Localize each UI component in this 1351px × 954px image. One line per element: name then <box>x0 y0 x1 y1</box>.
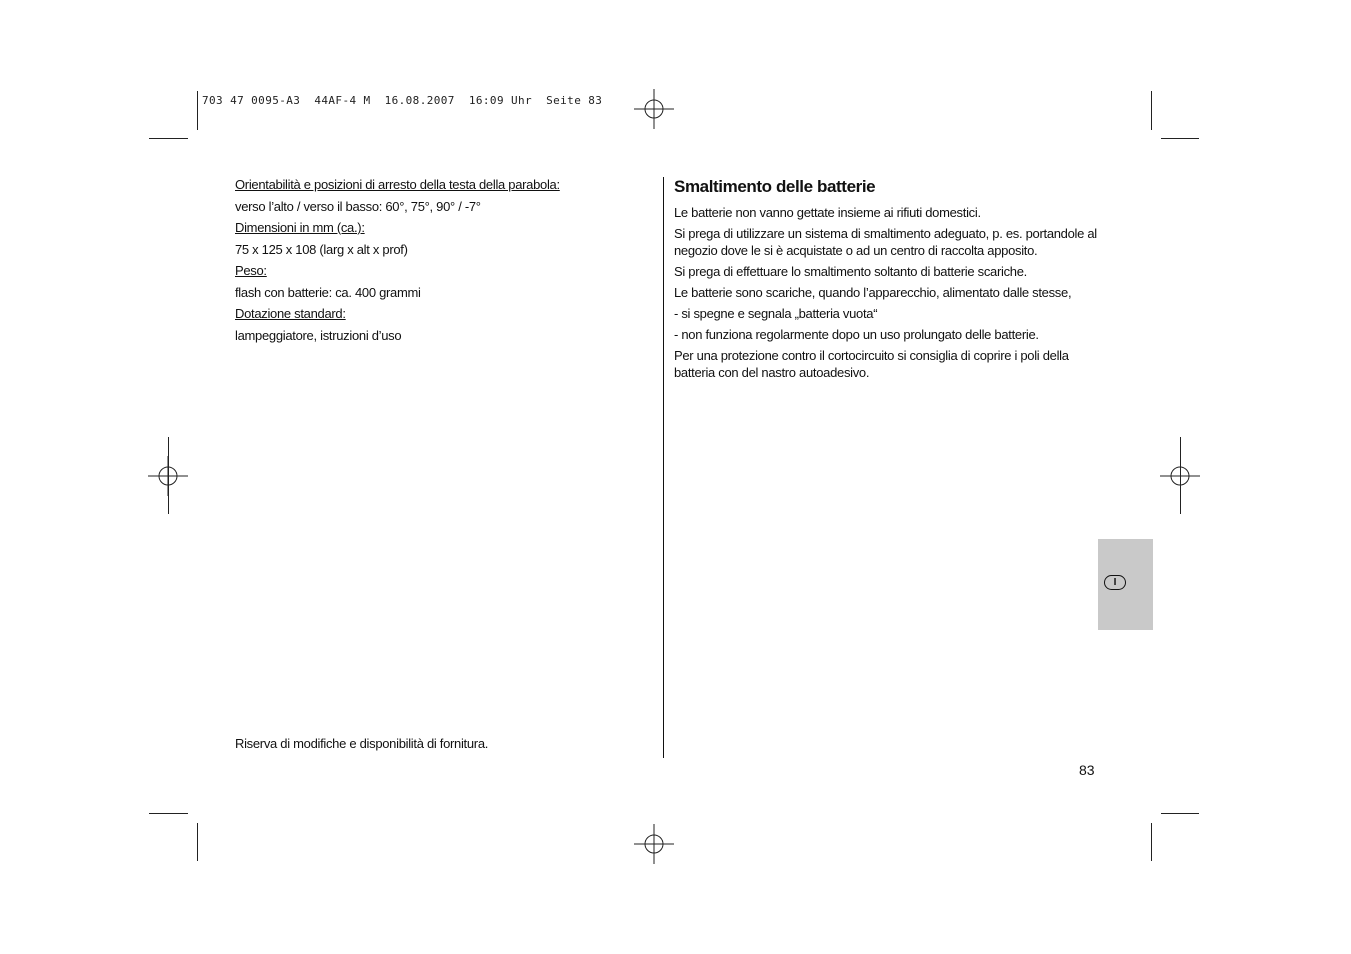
paragraph: Le batterie sono scariche, quando l’apparecchio, alimentato dalle stesse, <box>674 285 1072 300</box>
spec-heading-weight: Peso: <box>235 263 267 278</box>
specifications-column <box>235 176 635 348</box>
registration-mark-top-icon <box>634 89 674 129</box>
spec-value-weight: flash con batterie: ca. 400 grammi <box>235 284 421 300</box>
registration-right-axis <box>1180 437 1181 514</box>
spec-heading-supply: Dotazione standard: <box>235 306 346 321</box>
crop-mark-bottom-right-horizontal <box>1161 813 1199 814</box>
footnote: Riserva di modifiche e disponibilità di fornitura. <box>235 736 489 751</box>
crop-mark-bottom-left-vertical <box>197 823 198 861</box>
spec-heading-tilt: Orientabilità e posizioni di arresto della testa della parabola: <box>235 177 560 192</box>
paragraph: Le batterie non vanno gettate insieme ai rifiuti domestici. <box>674 205 981 220</box>
registration-mark-bottom-icon <box>634 824 674 864</box>
crop-mark-top-left-vertical <box>197 91 198 130</box>
spec-value-dimensions: 75 x 125 x 108 (larg x alt x prof) <box>235 241 408 257</box>
spec-heading-dimensions: Dimensioni in mm (ca.): <box>235 220 365 235</box>
spec-value-supply: lampeggiatore, istruzioni d’uso <box>235 327 402 343</box>
paragraph: Si prega di effettuare lo smaltimento soltanto di batterie scariche. <box>674 264 1027 279</box>
paragraph: Per una protezione contro il cortocircuito si consiglia di coprire i poli della batteria con del nastro autoadesivo. <box>674 348 1069 380</box>
column-divider <box>663 177 664 758</box>
crop-mark-top-right-horizontal <box>1161 138 1199 139</box>
battery-disposal-section <box>674 176 1104 385</box>
page-number: 83 <box>1079 762 1095 778</box>
section-heading: Smaltimento delle batterie <box>674 177 876 196</box>
spec-value-tilt: verso l’alto / verso il basso: 60°, 75°, 90° / -7° <box>235 198 481 214</box>
language-tab <box>1098 539 1153 630</box>
crop-mark-bottom-left-horizontal <box>149 813 188 814</box>
language-badge: I <box>1104 575 1126 590</box>
crop-mark-top-right-vertical <box>1151 91 1152 130</box>
paragraph: Si prega di utilizzare un sistema di smaltimento adeguato, p. es. portandole al negozio dove le si è acquistate o ad un centro di raccolta apposito. <box>674 226 1097 258</box>
crop-mark-top-left-horizontal <box>149 138 188 139</box>
list-item: - si spegne e segnala „batteria vuota“ <box>674 306 878 321</box>
crop-mark-bottom-right-vertical <box>1151 823 1152 861</box>
print-slug: 703 47 0095-A3 44AF-4 M 16.08.2007 16:09 Uhr Seite 83 <box>202 94 603 107</box>
list-item: - non funziona regolarmente dopo un uso prolungato delle batterie. <box>674 327 1039 342</box>
registration-left-axis <box>168 437 169 514</box>
